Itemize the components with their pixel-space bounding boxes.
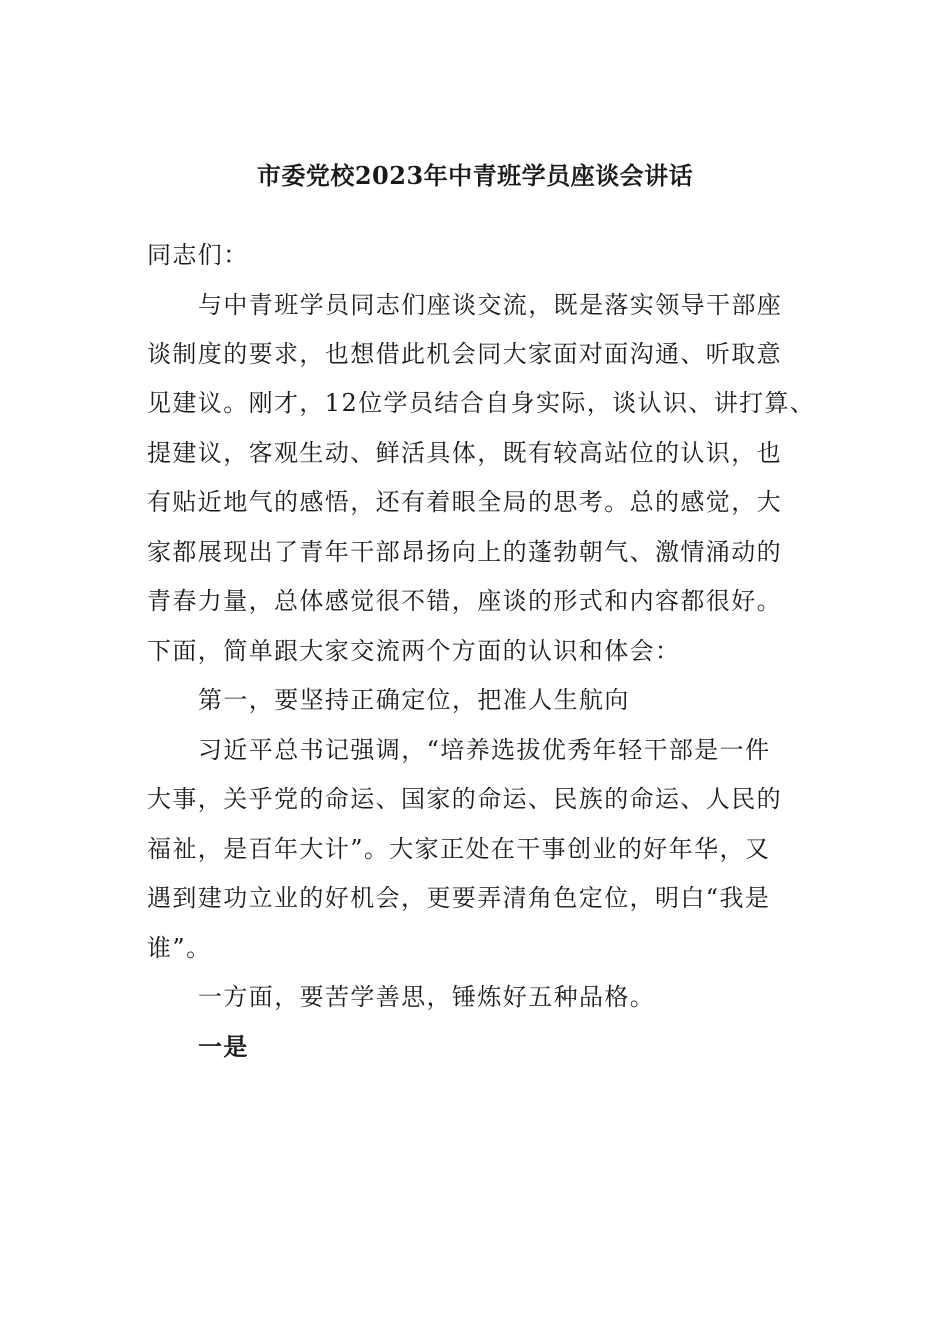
salutation: 同志们： — [147, 241, 249, 269]
paragraph-line: 福祉，是百年大计”。大家正处在干事创业的好年华，又 — [147, 835, 771, 863]
paragraph-line: 与中青班学员同志们座谈交流，既是落实领导干部座 — [198, 291, 783, 319]
document-title: 市委党校2023年中青班学员座谈会讲话 — [256, 161, 694, 190]
paragraph-line: 有贴近地气的感悟，还有着眼全局的思考。总的感觉，大 — [147, 488, 782, 516]
paragraph-line: 青春力量，总体感觉很不错，座谈的形式和内容都很好。 — [147, 587, 782, 615]
paragraph-line: 提建议，客观生动、鲜活具体，既有较高站位的认识，也 — [147, 439, 782, 467]
paragraph-line: 见建议。刚才，12位学员结合自身实际，谈认识、讲打算、 — [147, 389, 816, 417]
section-heading: 第一，要坚持正确定位，把准人生航向 — [198, 686, 630, 714]
paragraph-line: 一方面，要苦学善思，锤炼好五种品格。 — [198, 983, 656, 1011]
paragraph-line: 遇到建功立业的好机会，更要弄清角色定位，明白“我是 — [147, 884, 771, 912]
paragraph-line: 谈制度的要求，也想借此机会同大家面对面沟通、听取意 — [147, 340, 782, 368]
paragraph-line: 家都展现出了青年干部昂扬向上的蓬勃朝气、激情涌动的 — [147, 538, 782, 566]
paragraph-line: 习近平总书记强调，“培养选拔优秀年轻干部是一件 — [198, 736, 771, 764]
paragraph-line: 谁”。 — [147, 934, 212, 962]
paragraph-line: 下面，简单跟大家交流两个方面的认识和体会： — [147, 637, 681, 665]
paragraph-line: 大事，关乎党的命运、国家的命运、民族的命运、人民的 — [147, 785, 782, 813]
list-marker: 一是 — [198, 1032, 249, 1061]
